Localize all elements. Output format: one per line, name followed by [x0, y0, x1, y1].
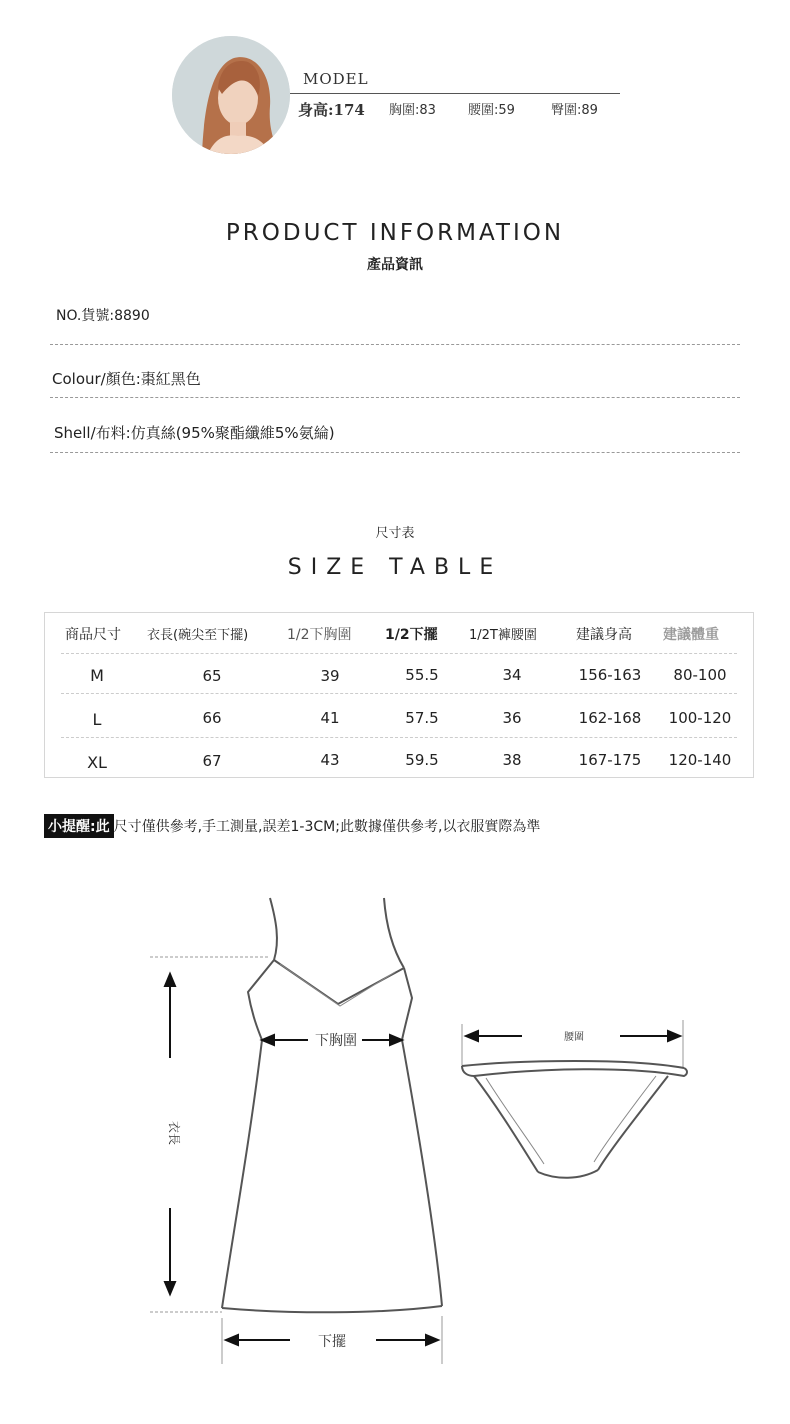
table-cell: M [90, 666, 104, 685]
divider [50, 452, 740, 453]
table-header: 1/2下胸圍 [287, 627, 352, 643]
product-info-subtitle: 產品資訊 [367, 257, 423, 273]
model-hip: 臀圍:89 [551, 103, 598, 118]
table-cell: 38 [502, 751, 522, 769]
table-cell: L [92, 710, 102, 729]
divider [50, 344, 740, 345]
model-height: 身高:174 [298, 101, 365, 119]
table-header: 建議身高 [576, 627, 632, 643]
table-cell: 66 [202, 709, 222, 727]
divider [50, 397, 740, 398]
table-cell: XL [87, 753, 107, 772]
table-cell: 65 [202, 667, 222, 685]
table-cell: 162-168 [578, 709, 642, 727]
size-table-title: SIZE TABLE [287, 555, 503, 580]
waist-label: 腰圍 [564, 1032, 584, 1043]
row-divider [61, 693, 737, 694]
table-cell: 59.5 [405, 751, 439, 769]
note-badge: 小提醒:此 [44, 814, 114, 838]
product-colour: Colour/顏色:棗紅黑色 [52, 370, 201, 388]
measurement-diagram [0, 880, 790, 1380]
table-cell: 34 [502, 666, 522, 684]
length-label: 衣長 [167, 1120, 181, 1146]
model-divider [290, 93, 620, 94]
table-cell: 36 [502, 709, 522, 727]
size-table [44, 612, 754, 778]
product-info-title: PRODUCT INFORMATION [225, 220, 565, 246]
table-header: 1/2下擺 [385, 627, 438, 643]
table-cell: 67 [202, 752, 222, 770]
product-number: NO.貨號:8890 [56, 308, 150, 324]
table-header: 建議體重 [663, 627, 719, 643]
size-table-subtitle: 尺寸表 [375, 526, 415, 541]
note-text: 尺寸僅供參考,手工測量,誤差1-3CM;此數據僅供參考,以衣服實際為準 [113, 819, 541, 835]
table-cell: 39 [320, 667, 340, 685]
table-header: 1/2T褲腰圍 [469, 628, 537, 643]
table-cell: 80-100 [673, 666, 727, 684]
model-avatar [172, 36, 290, 154]
size-note [44, 814, 704, 838]
model-waist: 腰圍:59 [468, 103, 515, 118]
hem-label: 下擺 [318, 1334, 346, 1350]
row-divider [61, 737, 737, 738]
model-bust: 胸圍:83 [389, 103, 436, 118]
table-header: 衣長(碗尖至下擺) [147, 628, 249, 643]
table-cell: 100-120 [668, 709, 732, 727]
bust-label: 下胸圍 [315, 1033, 357, 1049]
table-cell: 120-140 [668, 751, 732, 769]
table-cell: 43 [320, 751, 340, 769]
table-cell: 167-175 [578, 751, 642, 769]
product-shell: Shell/布料:仿真絲(95%聚酯纖維5%氨綸) [54, 424, 335, 442]
table-cell: 41 [320, 709, 340, 727]
table-cell: 156-163 [578, 666, 642, 684]
table-header: 商品尺寸 [65, 627, 121, 643]
row-divider [61, 653, 737, 654]
dress-outline [222, 898, 442, 1312]
model-label: MODEL [303, 70, 369, 88]
panties-outline [462, 1020, 687, 1178]
table-cell: 57.5 [405, 709, 439, 727]
table-cell: 55.5 [405, 666, 439, 684]
